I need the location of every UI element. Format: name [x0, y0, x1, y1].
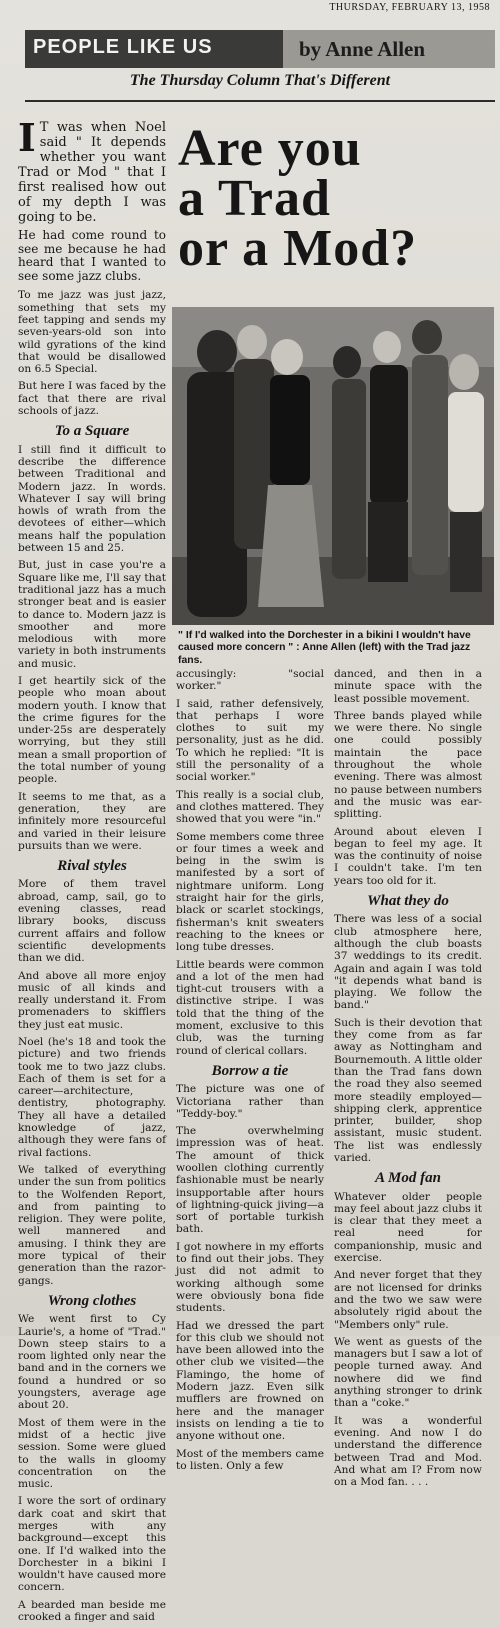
paragraph: I still find it difficult to describe the difference between Traditional and Modern jazz. In words. Whatever I say will bring howls of wrath from the devotees of either—which means half the population between 15 and 25. [18, 443, 166, 555]
paragraph: We talked of everything under the sun from politics to the Wolfenden Report, and from painting to religion. They were polite, well mannered and amusing. I think they are more typical of their generation than the razor-gangs. [18, 1163, 166, 1287]
paragraph: I got nowhere in my efforts to find out their jobs. They just did not admit to working although some were obviously bona fide students. [176, 1240, 324, 1315]
paragraph: Little beards were common and a lot of the men had tight-cut trousers with a distinctive stripe. I was told that the thing of the moment, exclusive to this club, was the turning round of clerical collars. [176, 958, 324, 1057]
paragraph: We went as guests of the managers but I saw a lot of people turned away. And nowhere did we find anything stronger to drink than a "coke." [334, 1335, 482, 1410]
subheading: Borrow a tie [211, 1062, 289, 1079]
top-rule [25, 100, 495, 102]
headline-line-3: or a Mod? [178, 220, 418, 277]
paragraph: danced, and then in a minute space with the least possible movement. [334, 668, 482, 705]
jazz-fans-photo [172, 307, 494, 625]
dateline: THURSDAY, FEBRUARY 13, 1958 [329, 2, 490, 13]
paragraph: And never forget that they are not licensed for drinks and the two we saw were absolutely rigid about the "Members only" rule. [334, 1269, 482, 1331]
subheading: Rival styles [57, 858, 127, 875]
column-title: PEOPLE LIKE US [33, 36, 213, 58]
paragraph: A bearded man beside me crooked a finger and said [18, 1598, 166, 1624]
article-column-2 [176, 668, 324, 1477]
paragraph: But, just in case you're a Square like me, I'll say that traditional jazz has a much stronger beat and is easier to dance to. Modern jazz is smoother and more melodious with more variety in both instruments and music. [18, 559, 166, 670]
author-byline: by Anne Allen [283, 30, 495, 68]
paragraph: To me jazz was just jazz, something that sets my feet tapping and sends my seven-years-old son into wild gyrations of the kind that would be disallowed on 6.5 Special. [18, 289, 166, 376]
paragraph: I get heartily sick of the people who moan about modern youth. I know that the crime figures for the under-25s are desperately worrying, but they still mean a small proportion of the total number of young people. [18, 674, 166, 786]
headline-line-1: Are you [178, 120, 362, 177]
photo-caption: " If I'd walked into the Dorchester in a bikini I wouldn't have caused more concern " : Anne Allen (left) with the Trad jazz fans. [178, 630, 471, 666]
article-column-3 [334, 668, 482, 1493]
subheading: Wrong clothes [47, 1292, 137, 1309]
paragraph: I said, rather defensively, that perhaps I wore clothes to suit my personality, just as he did. To which he replied: "It is still the personality of a social worker." [176, 697, 324, 784]
paragraph: He had come round to see me because he had heard that I wanted to see some jazz clubs. [18, 228, 166, 283]
photo-illustration [172, 307, 494, 625]
paragraph: accusingly: "social worker." [176, 668, 324, 693]
column-banner [25, 30, 495, 68]
paragraph: There was less of a social club atmosphere here, although the club boasts 37 weddings to its credit. Again and again I was told "it depends what band is playing. We follow the band." [334, 913, 482, 1012]
paragraph: Most of the members came to listen. Only a few [176, 1447, 324, 1472]
paragraph: Noel (he's 18 and took the picture) and two friends took me to two jazz clubs. Each of them is set for a career—architecture, dentistry, photography. They all have a detailed knowledge of jazz, although they were fans of rival factions. [18, 1036, 166, 1159]
subheading: To a Square [54, 423, 130, 440]
paragraph: The overwhelming impression was of heat. The amount of thick woollen clothing currently fashionable must be nearly insupportable after hours of lightning-quick jiving—a sort of portable turkish bath. [176, 1125, 324, 1236]
paragraph: It was a wonderful evening. And now I do understand the difference between Trad and Mod. And what am I? From now on a Mod fan. . . . [334, 1414, 482, 1489]
paragraph: More of them travel abroad, camp, sail, go to evening classes, read library books, discuss current affairs and follow scientific developments than we did. [18, 878, 166, 965]
paragraph: Some members come three or four times a week and being in the swim is manifested by a sort of nightmare uniform. Long straight hair for the girls, black or scarlet stockings, fisherman's knit sweaters reaching to the knees or long tube dresses. [176, 830, 324, 954]
paragraph: This really is a social club, and clothes mattered. They showed that you were "in." [176, 788, 324, 826]
drop-cap: I [18, 115, 36, 160]
paragraph: The picture was one of Victoriana rather than "Teddy-boy." [176, 1083, 324, 1120]
paragraph: We went first to Cy Laurie's, a home of "Trad." Down steep stairs to a room lighted only near the band and in the corners we found a hundred or so youngsters, average age about 20. [18, 1313, 166, 1412]
headline [178, 120, 493, 277]
lead-paragraph: I T was when Noel said " It depends whether you want Trad or Mod " that I first realised how out of my depth I was going to be. [18, 115, 166, 225]
paragraph: Such is their devotion that they come from as far away as Nottingham and Bournemouth. A little older than the Trad fans down the road they also seemed more steadily employed—shipping clerk, apprentice printer, builder, shop assistant, music student. The list was endlessly varied. [334, 1016, 482, 1164]
headline-line-2: a Trad [178, 170, 331, 227]
paragraph: But here I was faced by the fact that there are rival schools of jazz. [18, 380, 166, 418]
paragraph: Most of them were in the midst of a hectic jive session. Some were glued to the walls in gloomy concentration on the music. [18, 1416, 166, 1491]
paragraph: Around about eleven I began to feel my age. It was the continuity of noise I couldn't take. I'm ten years too old for it. [334, 825, 482, 887]
subheading: What they do [367, 893, 449, 910]
article-column-1 [18, 115, 166, 1628]
paragraph: I wore the sort of ordinary dark coat and skirt that merges with any background—except this one. If I'd walked into the Dorchester in a bikini I wouldn't have caused more concern. [18, 1495, 166, 1594]
subheading: A Mod fan [375, 1170, 441, 1187]
paragraph: Whatever older people may feel about jazz clubs it is clear that they meet a real need for companionship, music and exercise. [334, 1190, 482, 1265]
column-tagline: The Thursday Column That's Different [129, 72, 391, 89]
paragraph: Had we dressed the part for this club we should not have been allowed into the other club we visited—the Flamingo, the home of Modern jazz. Even silk mufflers are frowned on here and the manager insists on lending a tie to anyone without one. [176, 1319, 324, 1443]
paragraph: And above all more enjoy music of all kinds and really understand it. From promenaders to skifflers they just eat music. [18, 969, 166, 1031]
paragraph: Three bands played while we were there. No single one could possibly maintain the pace throughout the whole evening. There was almost no pause between numbers and the music was ear-splitting. [334, 709, 482, 821]
paragraph: It seems to me that, as a generation, they are infinitely more resourceful and varied in their leisure pursuits than we were. [18, 790, 166, 852]
